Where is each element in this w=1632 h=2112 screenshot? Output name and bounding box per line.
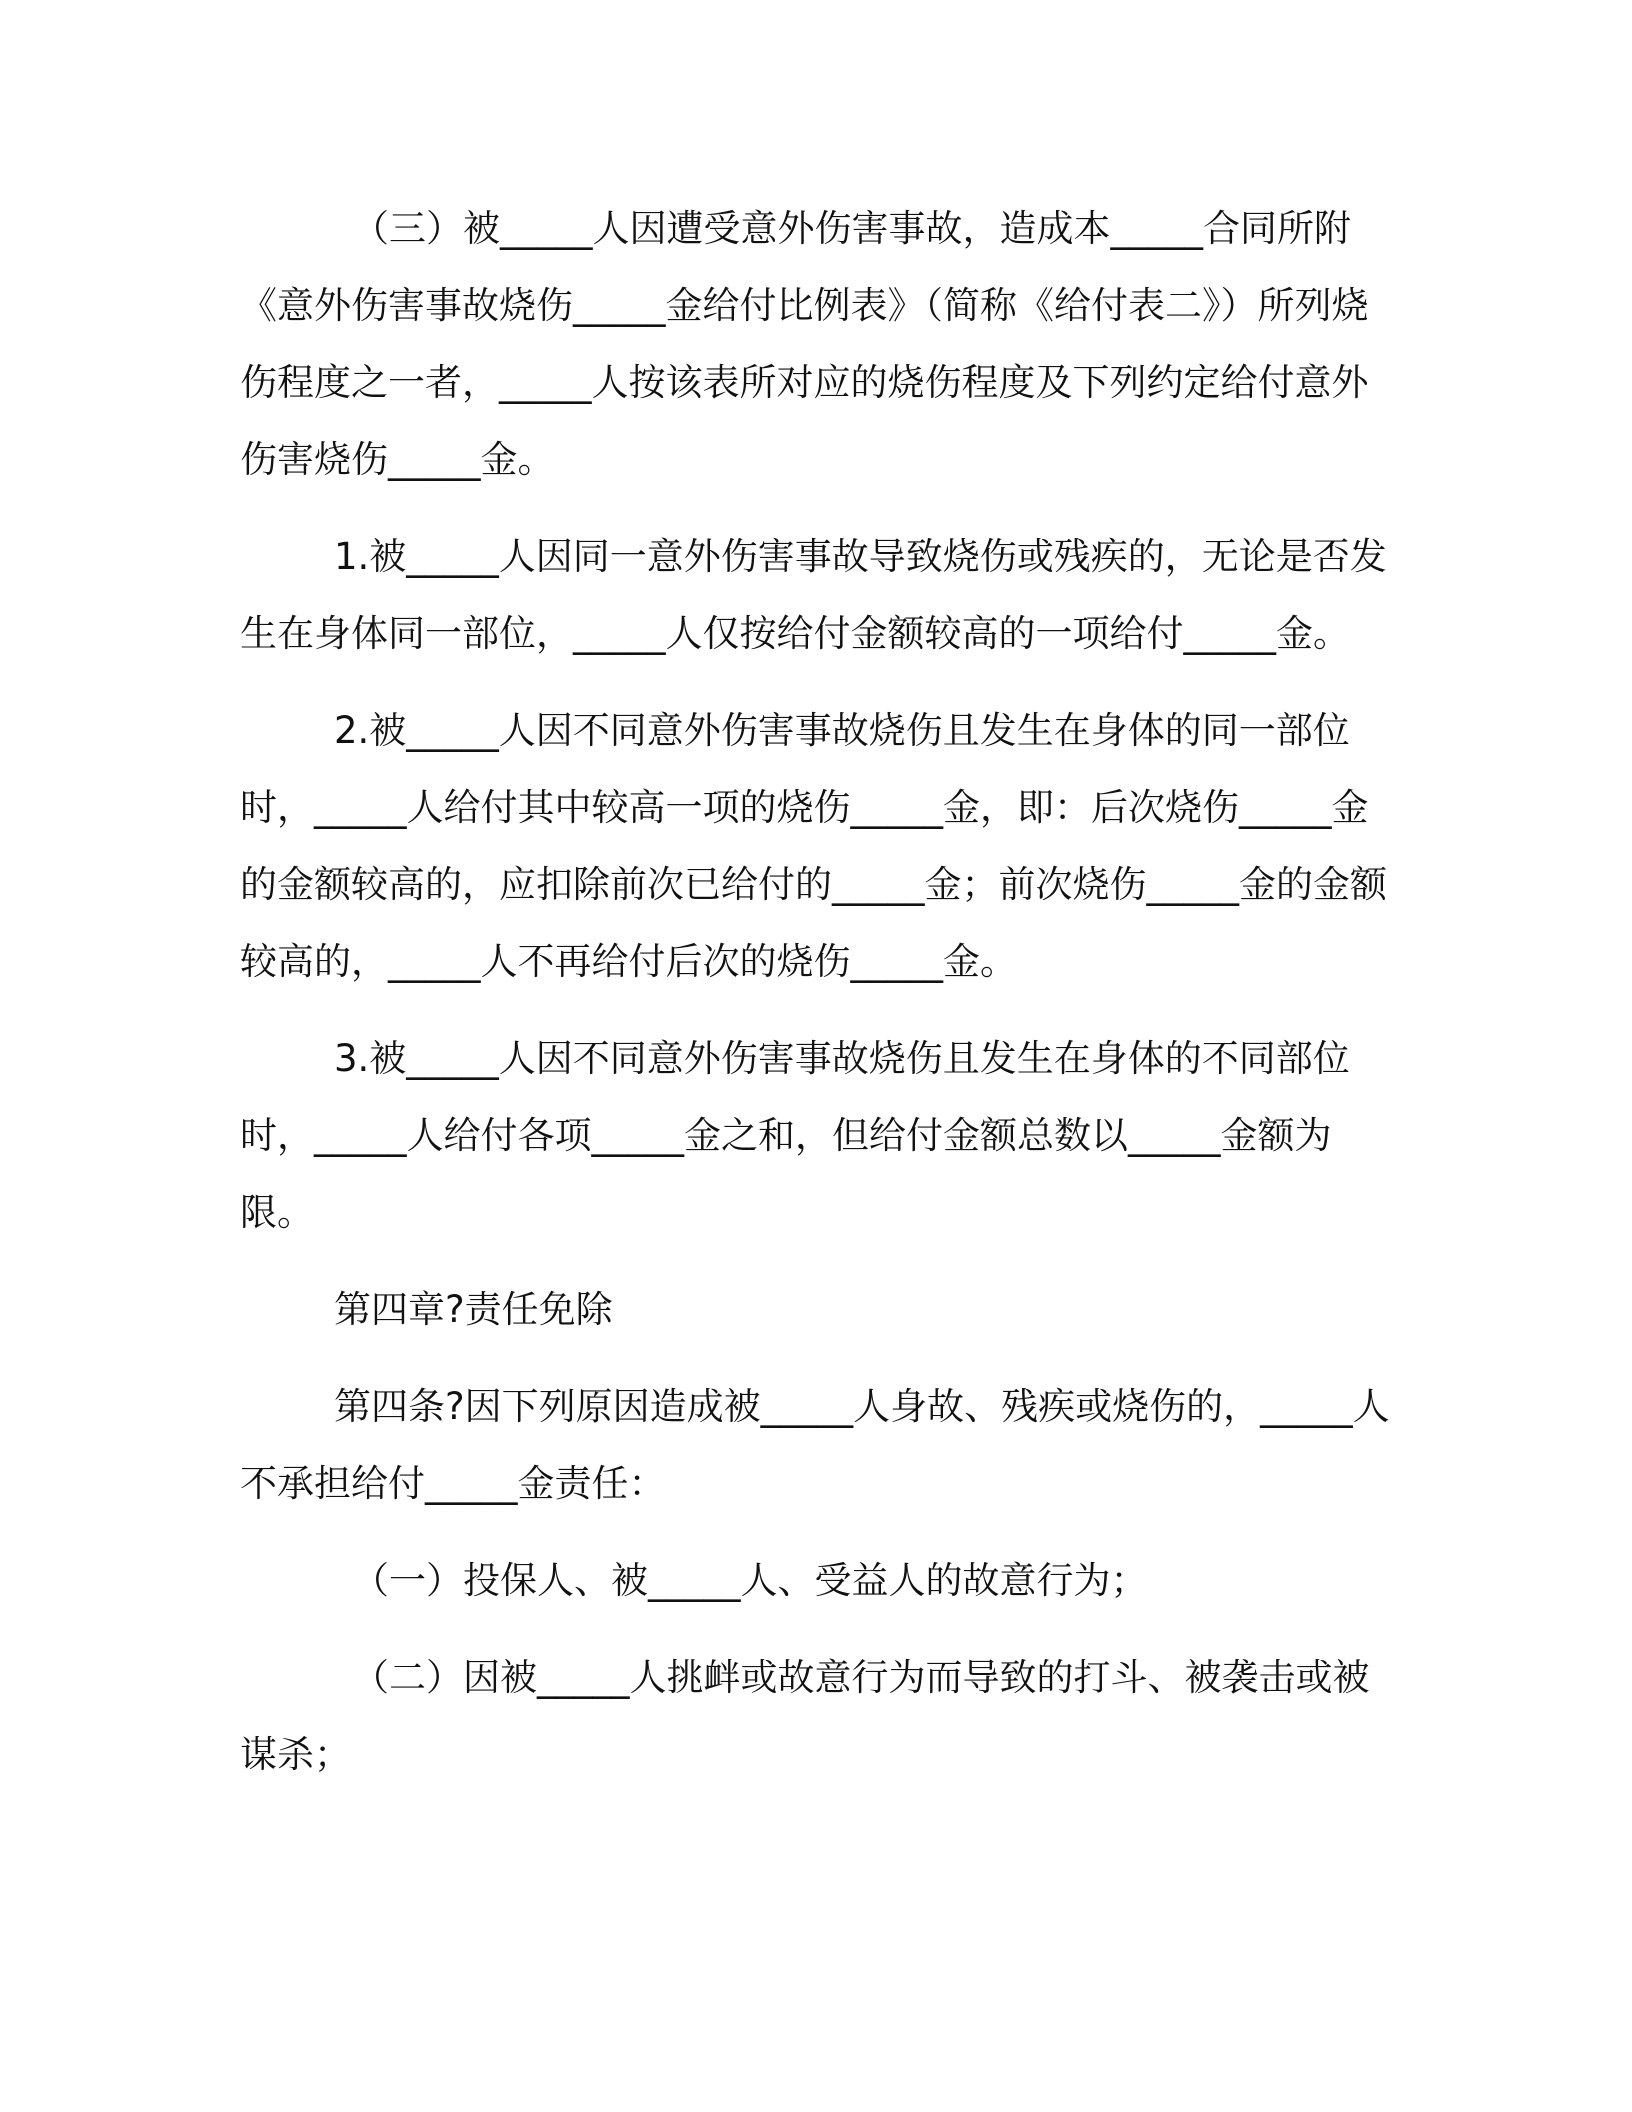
paragraph-burn-benefit: （三）被_____人因遭受意外伤害事故，造成本_____合同所附《意外伤害事故烧伤_____金给付比例表》（简称《给付表二》）所列烧伤程度之一者，_____人按该表所对应的烧伤程度及下列约定给付意外伤害烧伤_____金。 — [240, 207, 1369, 481]
paragraph-clause-3: 3.被_____人因不同意外伤害事故烧伤且发生在身体的不同部位时，_____人给付各项_____金之和，但给付金额总数以_____金额为限。 — [240, 1037, 1350, 1234]
paragraph-exclusion-1: （一）投保人、被_____人、受益人的故意行为； — [352, 1559, 1148, 1602]
paragraph-clause-2: 2.被_____人因不同意外伤害事故烧伤且发生在身体的同一部位时，_____人给付其中较高一项的烧伤_____金，即：后次烧伤_____金的金额较高的，应扣除前次已给付的_____金；前次烧伤_____金的金额较高的，_____人不再给付后次的烧伤_____金。 — [240, 709, 1387, 983]
paragraph-article-4: 第四条?因下列原因造成被_____人身故、残疾或烧伤的，_____人不承担给付_____金责任： — [240, 1385, 1390, 1505]
paragraph-exclusion-2: （二）因被_____人挑衅或故意行为而导致的打斗、被袭击或被谋杀； — [240, 1656, 1370, 1776]
chapter-heading: 第四章?责任免除 — [334, 1288, 613, 1331]
paragraph-clause-1: 1.被_____人因同一意外伤害事故导致烧伤或残疾的，无论是否发生在身体同一部位，_____人仅按给付金额较高的一项给付_____金。 — [240, 535, 1387, 655]
document-page — [240, 190, 1390, 1813]
